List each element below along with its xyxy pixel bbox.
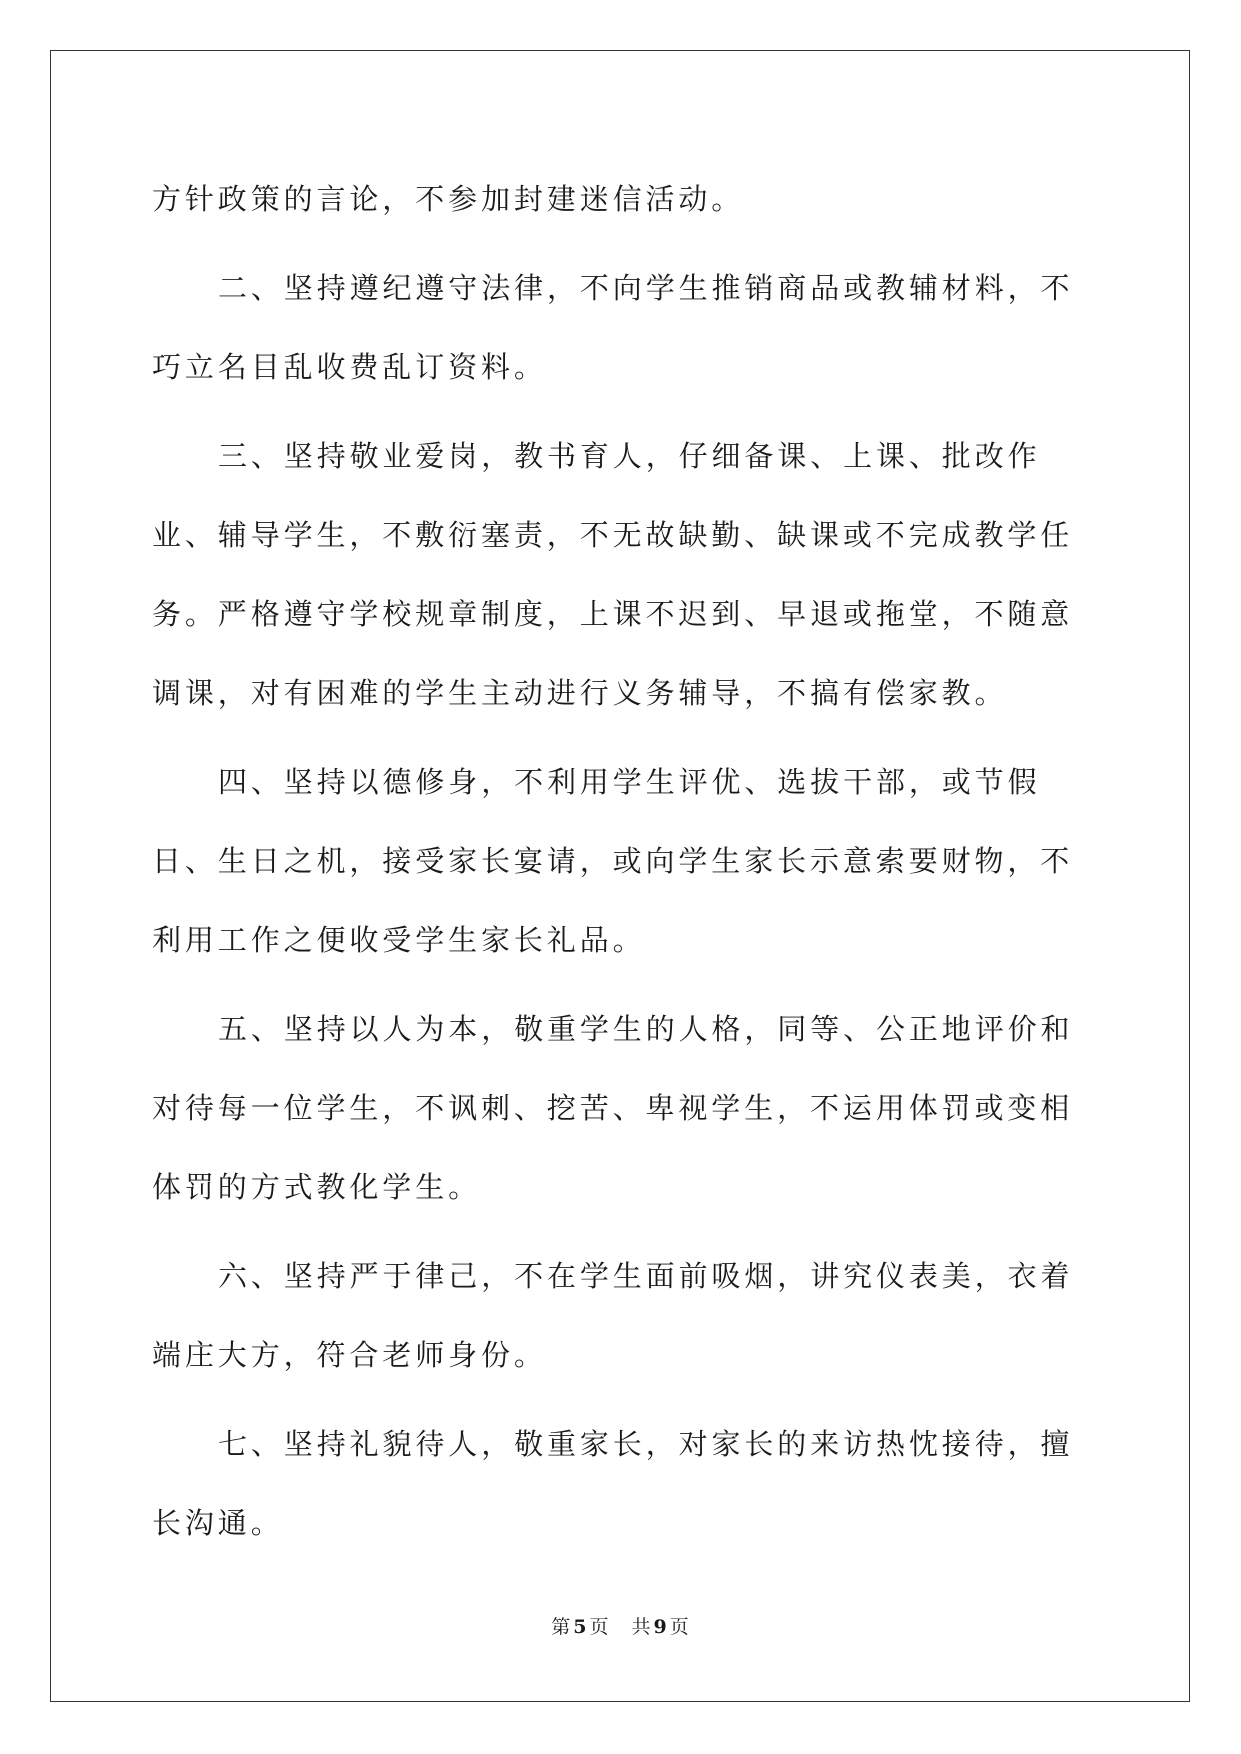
paragraph-item-2: 二、坚持遵纪遵守法律，不向学生推销商品或教辅材料，不巧立名目乱收费乱订资料。 <box>152 271 1074 384</box>
page-unit: 页 <box>589 1616 610 1638</box>
paragraph-item-4: 四、坚持以德修身，不利用学生评优、选拔干部，或节假日、生日之机，接受家长宴请，或向学生家长示意索要财物，不利用工作之便收受学生家长礼品。 <box>152 765 1074 957</box>
paragraph-item-6: 六、坚持严于律己，不在学生面前吸烟，讲究仪表美，衣着端庄大方，符合老师身份。 <box>152 1259 1074 1372</box>
document-body <box>152 160 1088 1573</box>
page-prefix: 第 <box>551 1616 572 1638</box>
total-prefix: 共 <box>631 1616 652 1638</box>
page-total: 9 <box>653 1616 668 1638</box>
total-unit: 页 <box>669 1616 690 1638</box>
paragraph-continuation: 方针政策的言论，不参加封建迷信活动。 <box>152 182 745 216</box>
paragraph-item-3: 三、坚持敬业爱岗，教书育人，仔细备课、上课、批改作业、辅导学生，不敷衍塞责，不无故缺勤、缺课或不完成教学任务。严格遵守学校规章制度，上课不迟到、早退或拖堂，不随意调课，对有困难的学生主动进行义务辅导，不搞有偿家教。 <box>152 439 1074 710</box>
page-current: 5 <box>573 1616 588 1638</box>
paragraph-item-7: 七、坚持礼貌待人，敬重家长，对家长的来访热忱接待，擅长沟通。 <box>152 1427 1074 1540</box>
paragraph-item-5: 五、坚持以人为本，敬重学生的人格，同等、公正地评价和对待每一位学生，不讽刺、挖苦、卑视学生，不运用体罚或变相体罚的方式教化学生。 <box>152 1012 1074 1204</box>
page-footer <box>0 1612 1241 1639</box>
